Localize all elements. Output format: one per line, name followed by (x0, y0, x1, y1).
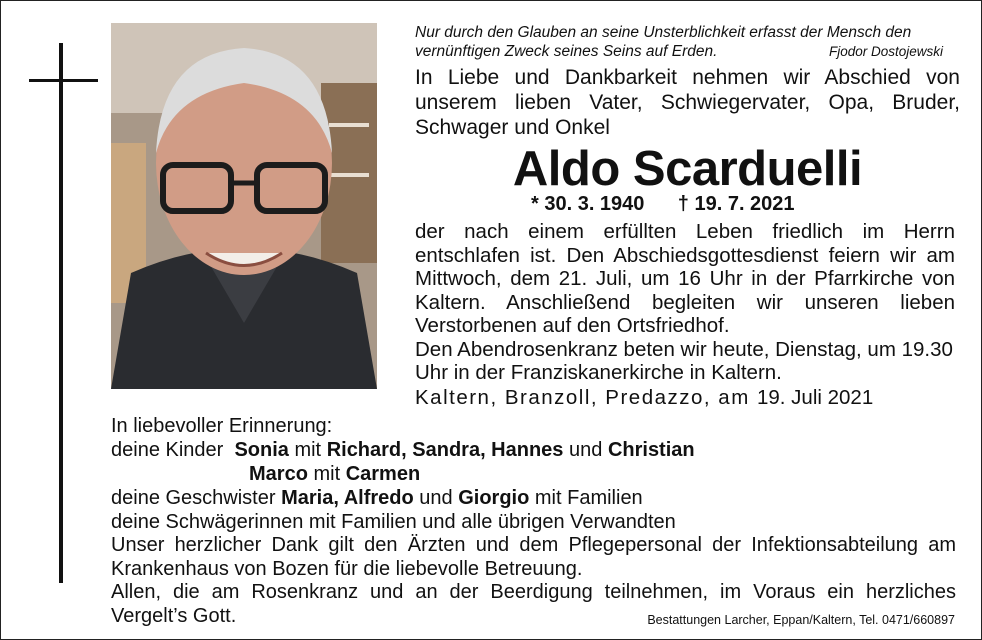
sibling-names: Maria, Alfredo (281, 487, 414, 509)
quote (415, 23, 955, 61)
children-row (111, 438, 961, 462)
intro-text: In Liebe und Dankbarkeit nehmen wir Abschied von unserem lieben Vater, Schwiegervater, Opa, Bruder, Schwager und Onkel (415, 66, 960, 139)
life-dates (531, 193, 795, 216)
quote-text: Nur durch den Glauben an seine Unsterblichkeit erfasst der Mensch den vernünftigen Zweck seines Seins auf Erden. (415, 24, 912, 60)
children-row-2 (111, 462, 961, 486)
cross-icon-bar (29, 79, 98, 82)
siblings-suffix: mit Familien (534, 487, 643, 509)
siblings-row (111, 486, 961, 510)
rosary-paragraph: Den Abendrosenkranz beten wir heute, Dienstag, um 19.30 Uhr in der Franziskanerkirche in Kaltern. (415, 337, 953, 384)
connector: und (569, 439, 603, 461)
portrait-photo (111, 23, 377, 389)
child-name: Marco (249, 463, 308, 485)
cross-icon (59, 43, 63, 583)
service-paragraph: der nach einem erfüllten Leben friedlich im Herrn entschlafen ist. Den Abschiedsgottesdienst feiern wir am Mittwoch, dem 21. Juli, um 16 Uhr in der Pfarrkirche von Kaltern. Anschließend begleiten wir unseren lieben Verstorbenen auf den Ortsfriedhof. (415, 220, 955, 337)
notice-body (415, 220, 955, 385)
quote-author: Fjodor Dostojewski (828, 44, 943, 59)
place-towns: Kaltern, Branzoll, Predazzo, am (415, 386, 750, 409)
child-family-names: Richard, Sandra, Hannes (326, 439, 564, 461)
deceased-name: Aldo Scarduelli (512, 142, 863, 196)
child-family-name: Christian (607, 439, 695, 461)
mourners-heading: In liebevoller Erinnerung: (111, 415, 333, 437)
mourners (111, 414, 961, 534)
siblings-prefix: deine Geschwister (111, 487, 276, 509)
death-date: † 19. 7. 2021 (677, 193, 795, 215)
connector: mit (294, 439, 322, 461)
birth-date: * 30. 3. 1940 (531, 193, 645, 215)
connector: mit (313, 463, 341, 485)
thanks-doctors: Unser herzlicher Dank gilt den Ärzten und dem Pflegepersonal der Infektionsabteilung am Krankenhaus von Bozen für die liebevolle Betreuung. (111, 534, 956, 580)
children-prefix: deine Kinder (111, 439, 224, 461)
child-partner-name: Carmen (345, 463, 421, 485)
undertaker-info: Bestattungen Larcher, Eppan/Kaltern, Tel. 0471/660897 (647, 613, 955, 627)
notice-date: 19. Juli 2021 (756, 386, 874, 409)
in-laws-row: deine Schwägerinnen mit Familien und alle übrigen Verwandten (111, 511, 676, 533)
child-name: Sonia (234, 439, 289, 461)
sibling-name: Giorgio (458, 487, 530, 509)
thanks-attendees: Allen, die am Rosenkranz und an der Beerdigung teilnehmen, im Voraus ein herzliches Vergelt’s Gott. (111, 581, 956, 627)
place-and-date (415, 386, 935, 410)
connector: und (419, 487, 453, 509)
